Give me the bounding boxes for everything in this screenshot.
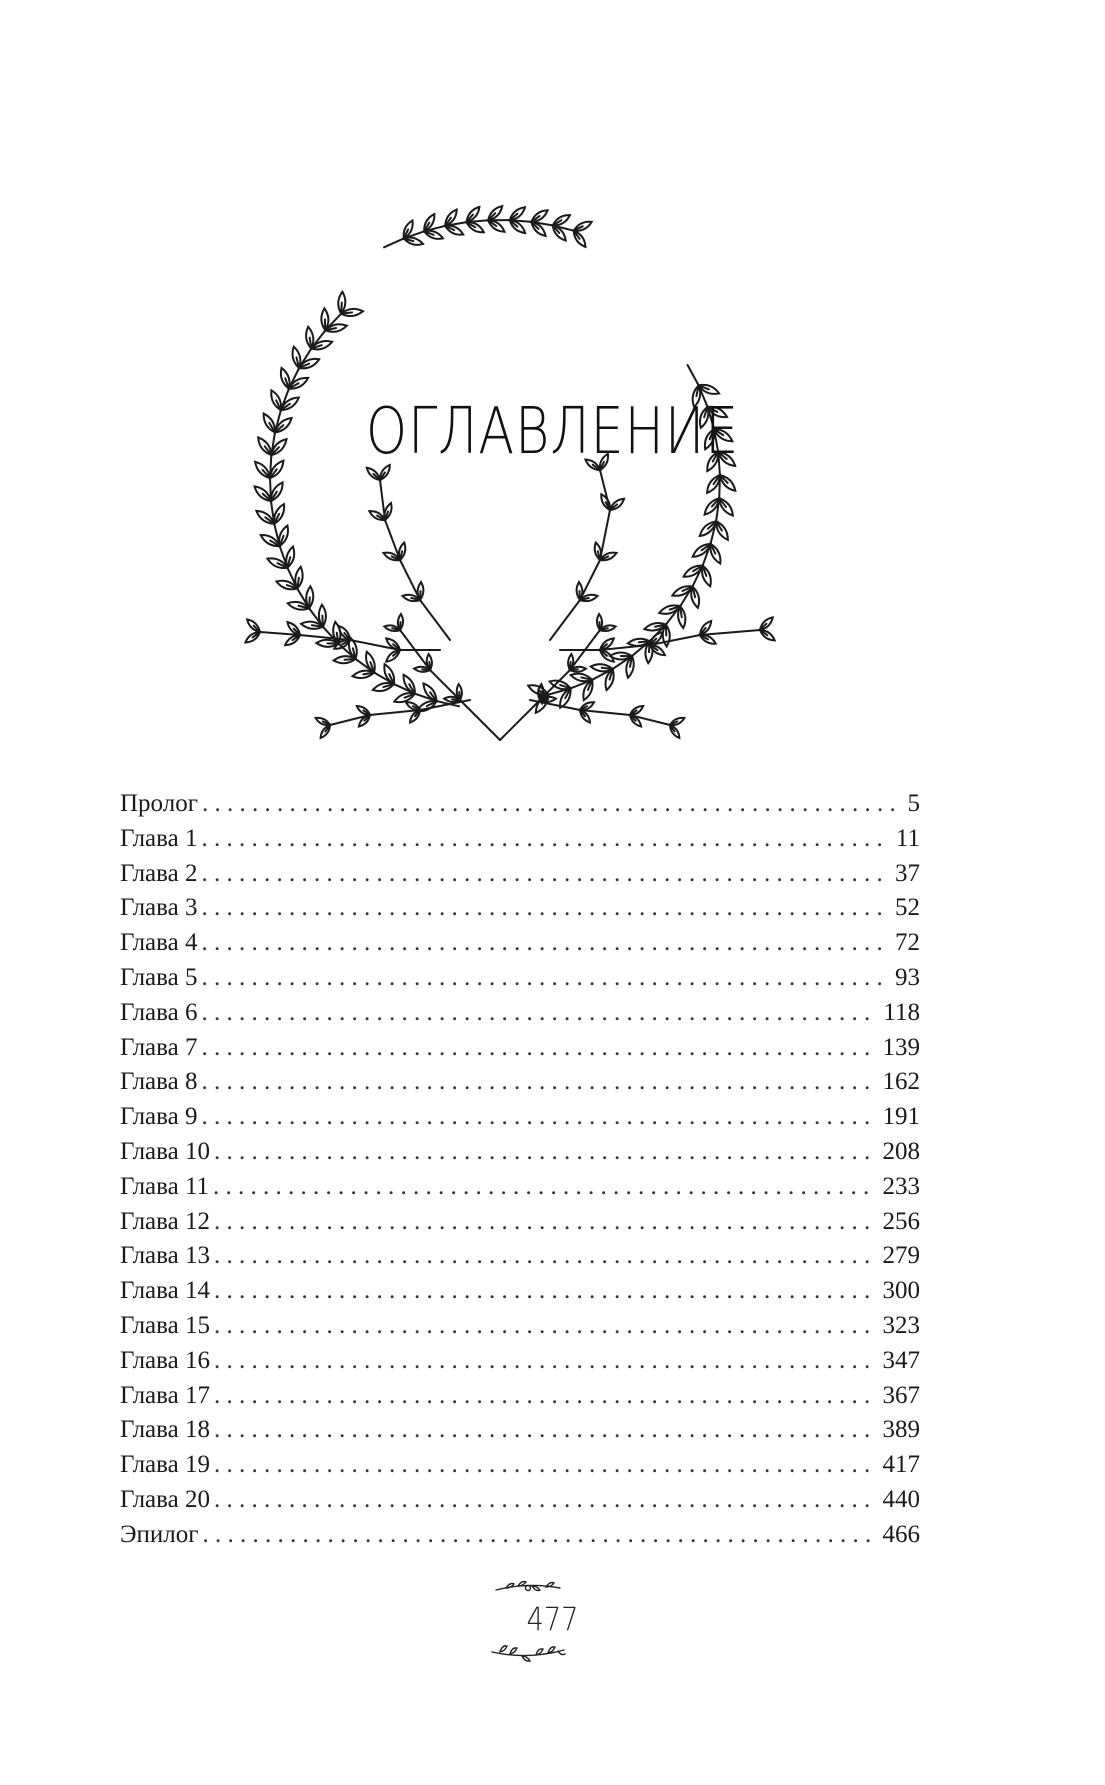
toc-entry[interactable] xyxy=(120,1518,920,1553)
toc-entry[interactable] xyxy=(120,1274,920,1309)
dot-leader xyxy=(214,1448,877,1483)
toc-entry[interactable] xyxy=(120,961,920,996)
sprig-ornament-icon xyxy=(492,1578,564,1598)
toc-entry-page: 37 xyxy=(895,859,920,887)
dot-leader xyxy=(214,1274,877,1309)
toc-entry-page: 367 xyxy=(882,1381,920,1409)
toc-entry[interactable] xyxy=(120,822,920,857)
toc-entry-page: 208 xyxy=(882,1137,920,1165)
dot-leader xyxy=(201,822,889,857)
toc-entry[interactable] xyxy=(120,1031,920,1066)
toc-entry[interactable] xyxy=(120,787,920,822)
dot-leader xyxy=(202,787,900,822)
toc-entry[interactable] xyxy=(120,1239,920,1274)
toc-entry-page: 466 xyxy=(882,1520,920,1548)
toc-entry-page: 139 xyxy=(882,1033,920,1061)
toc-entry-label: Глава 7 xyxy=(120,1033,198,1061)
dot-leader xyxy=(201,1065,876,1100)
dot-leader xyxy=(201,926,889,961)
table-of-contents xyxy=(120,787,920,1553)
dot-leader xyxy=(203,1518,877,1553)
toc-entry-page: 440 xyxy=(882,1485,920,1513)
toc-entry-page: 417 xyxy=(882,1451,920,1479)
toc-entry[interactable] xyxy=(120,926,920,961)
toc-entry[interactable] xyxy=(120,1379,920,1414)
toc-entry-label: Глава 13 xyxy=(120,1242,210,1270)
toc-entry-label: Эпилог xyxy=(120,1520,199,1548)
toc-entry-page: 389 xyxy=(882,1416,920,1444)
dot-leader xyxy=(214,1379,877,1414)
toc-entry[interactable] xyxy=(120,857,920,892)
toc-entry-label: Глава 8 xyxy=(120,1068,198,1096)
dot-leader xyxy=(214,1135,877,1170)
toc-entry-page: 347 xyxy=(882,1346,920,1374)
toc-entry-page: 93 xyxy=(895,963,920,991)
toc-entry-label: Глава 6 xyxy=(120,998,198,1026)
toc-entry[interactable] xyxy=(120,1344,920,1379)
page-title: ОГЛАВЛЕНИЕ xyxy=(365,395,740,469)
dot-leader xyxy=(214,1344,877,1379)
toc-entry-label: Глава 10 xyxy=(120,1137,210,1165)
dot-leader xyxy=(201,1031,876,1066)
toc-entry-label: Глава 15 xyxy=(120,1311,210,1339)
toc-entry-label: Глава 18 xyxy=(120,1416,210,1444)
toc-entry-label: Глава 1 xyxy=(120,824,198,852)
dot-leader xyxy=(213,1170,876,1205)
page-number: 477 xyxy=(526,1600,579,1638)
toc-entry-label: Глава 19 xyxy=(120,1451,210,1479)
toc-entry-page: 118 xyxy=(883,998,920,1026)
toc-entry-label: Глава 11 xyxy=(120,1172,210,1200)
dot-leader xyxy=(214,1239,877,1274)
toc-entry[interactable] xyxy=(120,1413,920,1448)
toc-entry[interactable] xyxy=(120,1205,920,1240)
toc-entry-label: Глава 9 xyxy=(120,1103,198,1131)
toc-entry-page: 300 xyxy=(882,1277,920,1305)
toc-entry[interactable] xyxy=(120,891,920,926)
dot-leader xyxy=(214,1483,877,1518)
toc-entry[interactable] xyxy=(120,1309,920,1344)
toc-entry-page: 162 xyxy=(882,1068,920,1096)
toc-entry[interactable] xyxy=(120,1483,920,1518)
toc-entry-page: 5 xyxy=(907,790,920,817)
toc-entry-label: Глава 17 xyxy=(120,1381,210,1409)
dot-leader xyxy=(201,996,877,1031)
toc-entry-label: Глава 2 xyxy=(120,859,198,887)
toc-entry-page: 323 xyxy=(882,1311,920,1339)
dot-leader xyxy=(214,1309,877,1344)
toc-entry-page: 256 xyxy=(882,1207,920,1235)
toc-entry-page: 11 xyxy=(895,824,920,852)
toc-entry-label: Глава 20 xyxy=(120,1485,210,1513)
dot-leader xyxy=(214,1413,877,1448)
sprig-ornament-icon xyxy=(488,1642,568,1664)
toc-entry-label: Глава 3 xyxy=(120,894,198,922)
toc-entry-label: Глава 4 xyxy=(120,929,198,957)
toc-entry[interactable] xyxy=(120,1448,920,1483)
toc-entry-label: Глава 12 xyxy=(120,1207,210,1235)
toc-entry-label: Пролог xyxy=(120,790,198,817)
dot-leader xyxy=(201,961,889,996)
toc-entry-page: 233 xyxy=(882,1172,920,1200)
toc-entry[interactable] xyxy=(120,1065,920,1100)
toc-entry-label: Глава 16 xyxy=(120,1346,210,1374)
dot-leader xyxy=(201,1100,876,1135)
toc-entry-page: 191 xyxy=(882,1103,920,1131)
toc-entry-label: Глава 14 xyxy=(120,1277,210,1305)
toc-entry[interactable] xyxy=(120,1170,920,1205)
toc-entry-page: 279 xyxy=(882,1242,920,1270)
laurel-wreath-icon xyxy=(200,180,820,760)
toc-entry-page: 72 xyxy=(895,929,920,957)
toc-entry[interactable] xyxy=(120,1135,920,1170)
toc-entry-page: 52 xyxy=(895,894,920,922)
dot-leader xyxy=(201,891,889,926)
toc-entry[interactable] xyxy=(120,1100,920,1135)
toc-entry[interactable] xyxy=(120,996,920,1031)
dot-leader xyxy=(214,1205,877,1240)
toc-entry-label: Глава 5 xyxy=(120,963,198,991)
dot-leader xyxy=(201,857,889,892)
